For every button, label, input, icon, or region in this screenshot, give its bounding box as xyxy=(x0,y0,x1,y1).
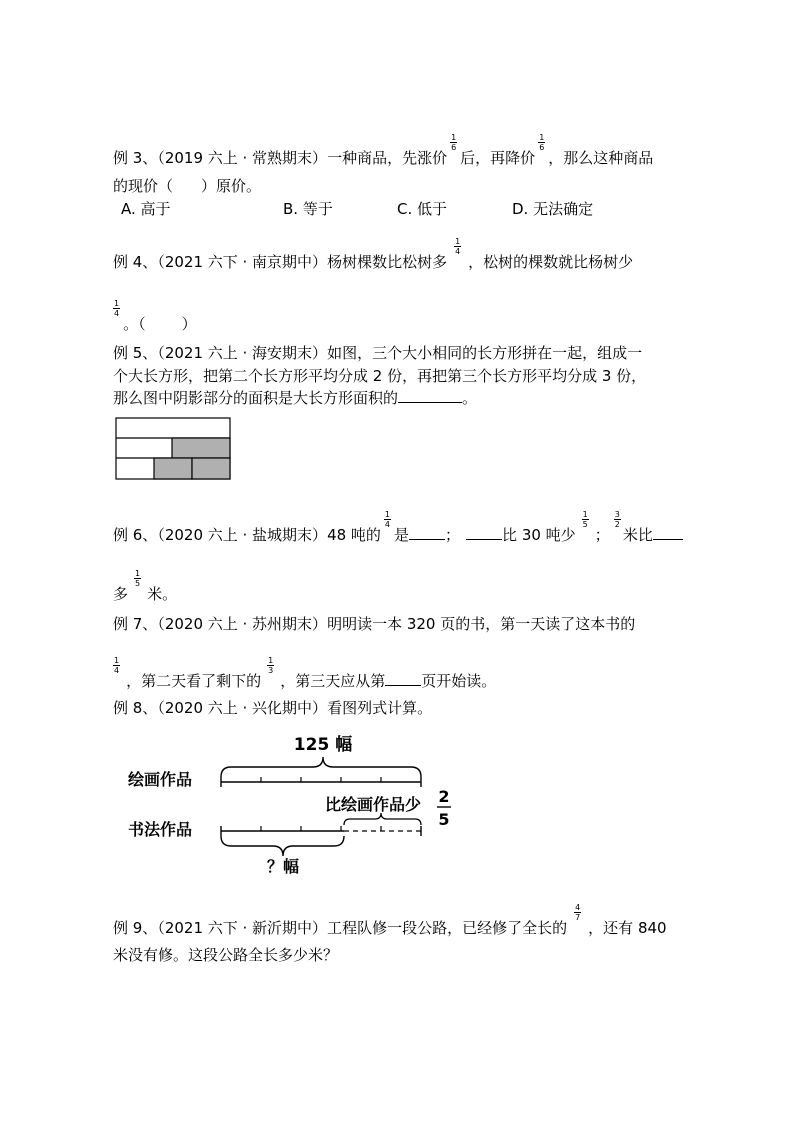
example-3-line-1 xyxy=(113,133,654,168)
answer-blank[interactable] xyxy=(653,524,683,540)
question-label: ？幅 xyxy=(266,857,300,876)
fraction-one-third xyxy=(267,656,274,675)
example-7-source: （2020 六上 · 苏州期末） xyxy=(157,615,328,633)
fraction-one-fourth xyxy=(113,299,120,318)
example-4-source: （2021 六下 · 南京期中） xyxy=(157,253,328,271)
example-6-line-1 xyxy=(113,510,683,545)
example-8-text: 看图列式计算。 xyxy=(327,699,433,717)
option-b[interactable]: B. 等于 xyxy=(283,200,333,218)
example-4-text: 。（ xyxy=(123,315,146,333)
example-9-line-1 xyxy=(113,903,667,938)
rectangle-figure xyxy=(115,417,232,481)
shaded-half xyxy=(172,438,230,458)
example-6-text: ； xyxy=(594,526,610,544)
fraction-denominator: 7 xyxy=(575,913,581,922)
shaded-third xyxy=(154,458,192,479)
example-7-text: 明明读一本 320 页的书，第一天读了这本书的 xyxy=(327,615,636,633)
fraction-numerator: 3 xyxy=(614,510,620,519)
example-6-text: 比 30 吨少 xyxy=(502,526,576,544)
example-5-text: 如图，三个大小相同的长方形拼在一起，组成一 xyxy=(327,344,643,362)
example-7-text: ，第二天看了剩下的 xyxy=(126,672,262,690)
top-brace xyxy=(221,757,421,777)
fraction-numerator: 1 xyxy=(114,656,120,665)
fraction-denominator: 3 xyxy=(268,666,274,675)
example-9-line-2: 米没有修。这段公路全长多少米？ xyxy=(113,946,339,964)
example-4-line-2 xyxy=(113,299,197,334)
example-4-text: 杨树棵数比松树多 xyxy=(327,253,448,271)
example-3-label: 例 3、 xyxy=(113,149,158,167)
fraction-denominator: 6 xyxy=(539,143,545,152)
line-segment-figure xyxy=(118,730,468,880)
example-6-text: ； xyxy=(445,526,461,544)
example-7-line-1 xyxy=(113,614,635,634)
fraction-numerator: 1 xyxy=(135,569,141,578)
example-6-line-2 xyxy=(113,569,178,604)
fraction-numerator: 1 xyxy=(451,133,457,142)
fraction-denominator: 4 xyxy=(384,520,391,529)
fraction-one-fifth xyxy=(134,569,141,588)
example-4-text: ，松树的棵数就比杨树少 xyxy=(468,253,634,271)
example-8-line xyxy=(113,698,432,718)
fraction-one-fourth xyxy=(454,237,461,256)
fraction-denominator: 2 xyxy=(614,520,620,529)
option-c[interactable]: C. 低于 xyxy=(397,200,448,218)
example-5-line-3 xyxy=(113,387,477,408)
row2-label: 书法作品 xyxy=(128,820,193,839)
option-d[interactable]: D. 无法确定 xyxy=(512,200,594,218)
example-4-line-1 xyxy=(113,237,634,272)
fraction-one-fourth xyxy=(384,510,391,529)
example-3-source: （2019 六上 · 常熟期末） xyxy=(157,149,328,167)
less-brace xyxy=(344,813,421,825)
example-7-label: 例 7、 xyxy=(113,615,158,633)
example-9-label: 例 9、 xyxy=(113,919,158,937)
fraction-numerator: 2 xyxy=(438,787,450,806)
fraction-denominator: 5 xyxy=(582,520,588,529)
example-3-text: 后，再降价 xyxy=(460,149,536,167)
fraction-denominator: 5 xyxy=(438,810,450,829)
answer-blank[interactable] xyxy=(398,387,462,403)
example-5-text: 。 xyxy=(462,389,478,407)
total-label: 125 幅 xyxy=(293,735,353,755)
example-3-text: ）原价。 xyxy=(201,177,262,195)
fraction-denominator: 4 xyxy=(114,666,120,675)
bottom-brace xyxy=(221,836,344,856)
example-5-label: 例 5、 xyxy=(113,344,158,362)
fraction-numerator: 1 xyxy=(268,656,274,665)
example-6-text: 是 xyxy=(394,526,410,544)
fraction-one-sixth xyxy=(538,133,545,152)
example-3-text: ，那么这种商品 xyxy=(548,149,654,167)
fraction-numerator: 1 xyxy=(582,510,588,519)
row1-label: 绘画作品 xyxy=(128,770,193,789)
example-9-source: （2021 六下 · 新沂期中） xyxy=(157,919,328,937)
example-7-text: 页开始读。 xyxy=(421,672,497,690)
shaded-third xyxy=(192,458,230,479)
fraction-one-sixth xyxy=(450,133,457,152)
example-6-label: 例 6、 xyxy=(113,526,158,544)
example-3-text: 一种商品，先涨价 xyxy=(327,149,448,167)
example-4-text: ） xyxy=(181,315,197,333)
fraction-numerator: 1 xyxy=(539,133,545,142)
example-6-text: 48 吨的 xyxy=(327,526,381,544)
answer-blank[interactable] xyxy=(466,524,502,540)
fraction-numerator: 1 xyxy=(455,237,461,246)
example-8-label: 例 8、 xyxy=(113,699,158,717)
example-3-text: 的现价（ xyxy=(113,177,174,195)
fraction-denominator: 5 xyxy=(135,579,141,588)
answer-blank[interactable] xyxy=(385,670,421,686)
answer-blank[interactable] xyxy=(409,524,445,540)
fraction-one-fifth xyxy=(582,510,589,529)
example-5-line-2: 个大长方形，把第二个长方形平均分成 2 份，再把第三个长方形平均分成 3 份， xyxy=(113,367,647,385)
example-3-line-2 xyxy=(113,176,261,196)
example-9-text: ，还有 840 xyxy=(588,919,667,937)
fraction-denominator: 4 xyxy=(114,309,120,318)
example-8-source: （2020 六上 · 兴化期中） xyxy=(157,699,328,717)
fraction-four-sevenths xyxy=(574,903,581,922)
fraction-numerator: 4 xyxy=(575,903,581,912)
example-7-line-2 xyxy=(113,656,497,691)
example-7-text: ，第三天应从第 xyxy=(280,672,386,690)
example-5-text: 那么图中阴影部分的面积是大长方形面积的 xyxy=(113,389,399,407)
fraction-three-halves xyxy=(614,510,621,529)
fraction-denominator: 6 xyxy=(451,143,457,152)
example-6-text: 多 xyxy=(113,585,129,603)
example-6-source: （2020 六上 · 盐城期末） xyxy=(157,526,328,544)
fraction-one-fourth xyxy=(113,656,120,675)
less-label: 比绘画作品少 xyxy=(325,795,422,814)
example-5-source: （2021 六上 · 海安期末） xyxy=(157,344,328,362)
fraction-denominator: 4 xyxy=(455,247,461,256)
option-a[interactable]: A. 高于 xyxy=(121,200,171,218)
example-9-text: 工程队修一段公路，已经修了全长的 xyxy=(327,919,568,937)
example-4-label: 例 4、 xyxy=(113,253,158,271)
example-6-text: 米。 xyxy=(147,585,178,603)
fraction-numerator: 1 xyxy=(114,299,120,308)
example-6-text: 米比 xyxy=(622,526,653,544)
example-5-line-1 xyxy=(113,343,642,363)
fraction-numerator: 1 xyxy=(384,510,391,519)
